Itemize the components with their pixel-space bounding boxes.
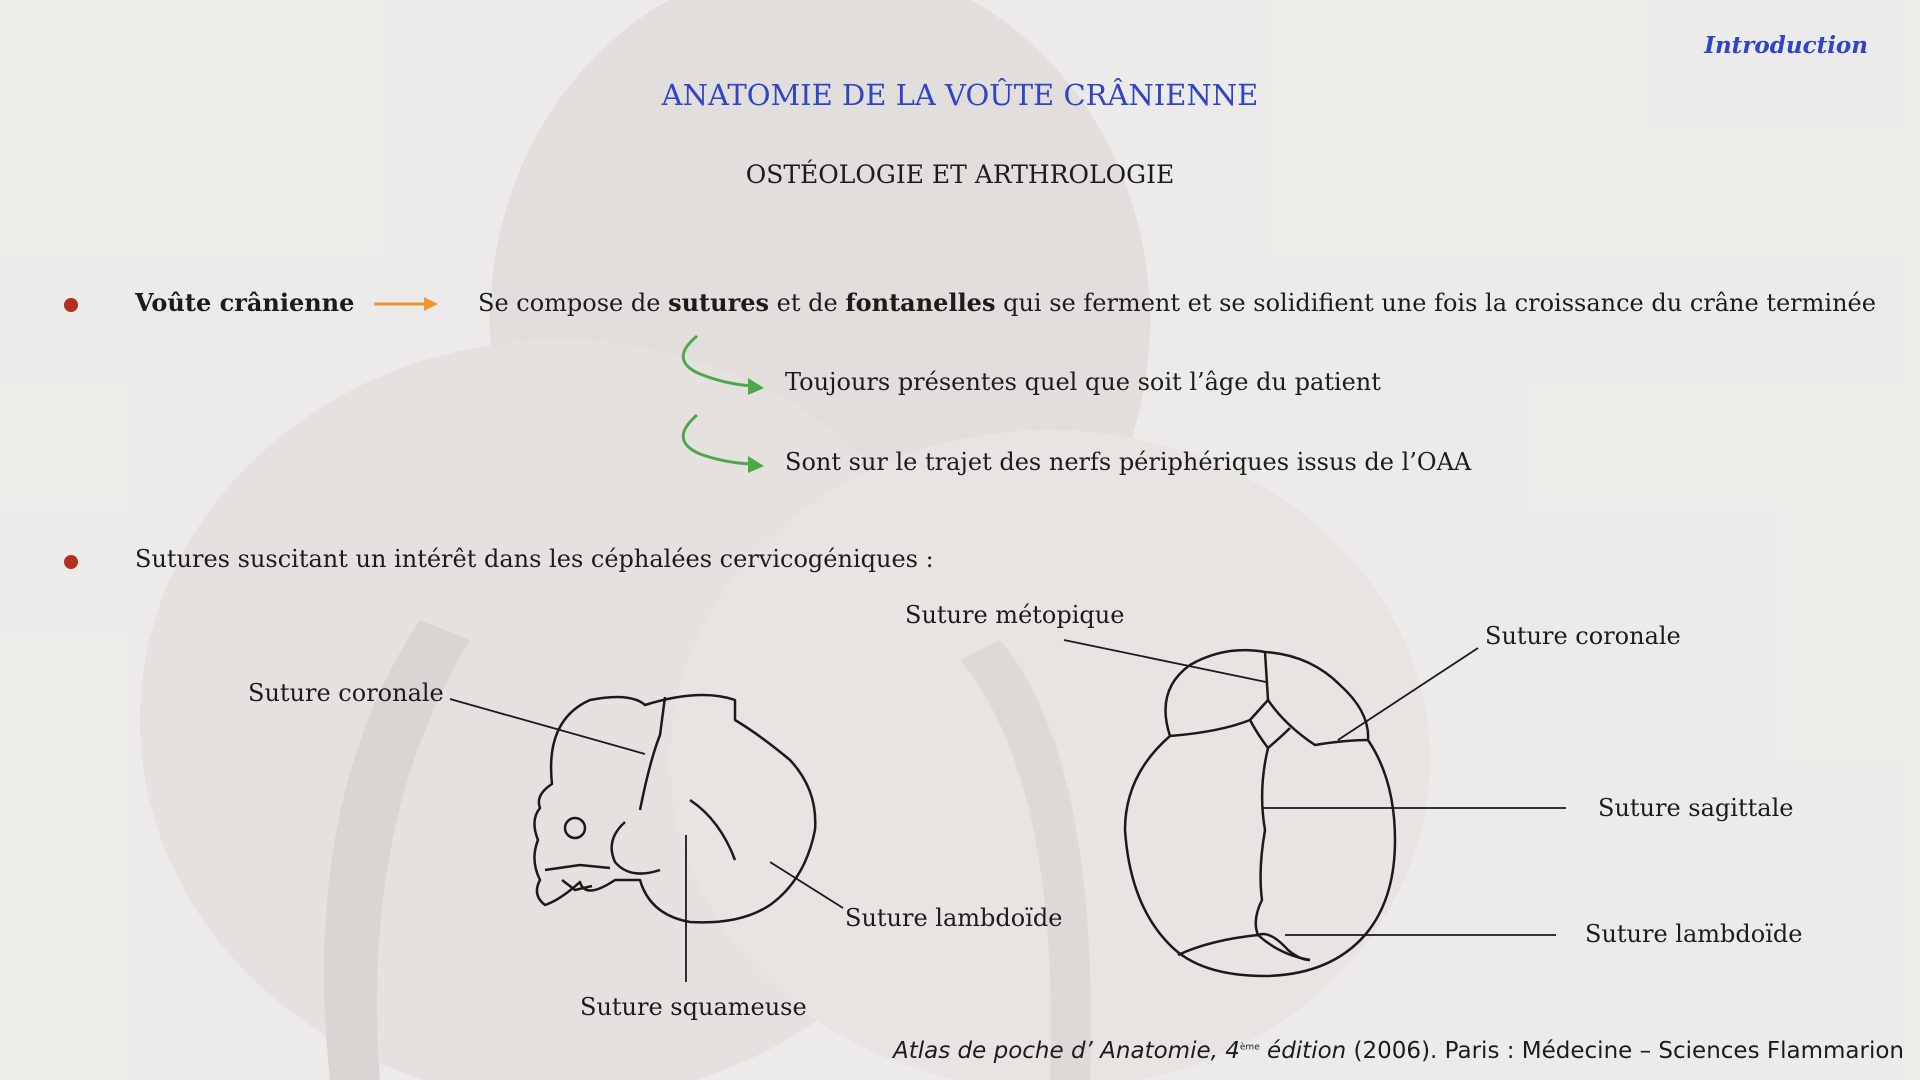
section-label: Introduction bbox=[1704, 32, 1868, 59]
bullet-description: Se compose de sutures et de fontanelles qui se ferment et se solidifient une fois la croissance du crâne terminée bbox=[478, 288, 1876, 317]
citation: Atlas de poche d’ Anatomie, 4ème édition (2006). Paris : Médecine – Sciences Flammarion bbox=[893, 1038, 1904, 1064]
label-suture-metopique: Suture métopique bbox=[905, 601, 1125, 629]
page-subtitle: OSTÉOLOGIE ET ARTHROLOGIE bbox=[745, 160, 1175, 189]
bullet-term: Voûte crânienne bbox=[135, 288, 355, 317]
bullet-marker bbox=[64, 298, 78, 312]
label-suture-coronale-lateral: Suture coronale bbox=[248, 679, 444, 707]
label-suture-coronale-top: Suture coronale bbox=[1485, 622, 1681, 650]
label-suture-lambdoide-lateral: Suture lambdoïde bbox=[845, 904, 1063, 932]
sub-point-2: Sont sur le trajet des nerfs périphériques issus de l’OAA bbox=[785, 448, 1472, 476]
bullet-text: Sutures suscitant un intérêt dans les céphalées cervicogéniques : bbox=[135, 545, 934, 573]
label-suture-lambdoide-top: Suture lambdoïde bbox=[1585, 920, 1803, 948]
sub-point-1: Toujours présentes quel que soit l’âge du patient bbox=[785, 368, 1381, 396]
label-suture-squameuse: Suture squameuse bbox=[580, 993, 807, 1021]
bullet-marker bbox=[64, 555, 78, 569]
label-suture-sagittale: Suture sagittale bbox=[1598, 794, 1794, 822]
page-title: ANATOMIE DE LA VOÛTE CRÂNIENNE bbox=[661, 78, 1259, 112]
